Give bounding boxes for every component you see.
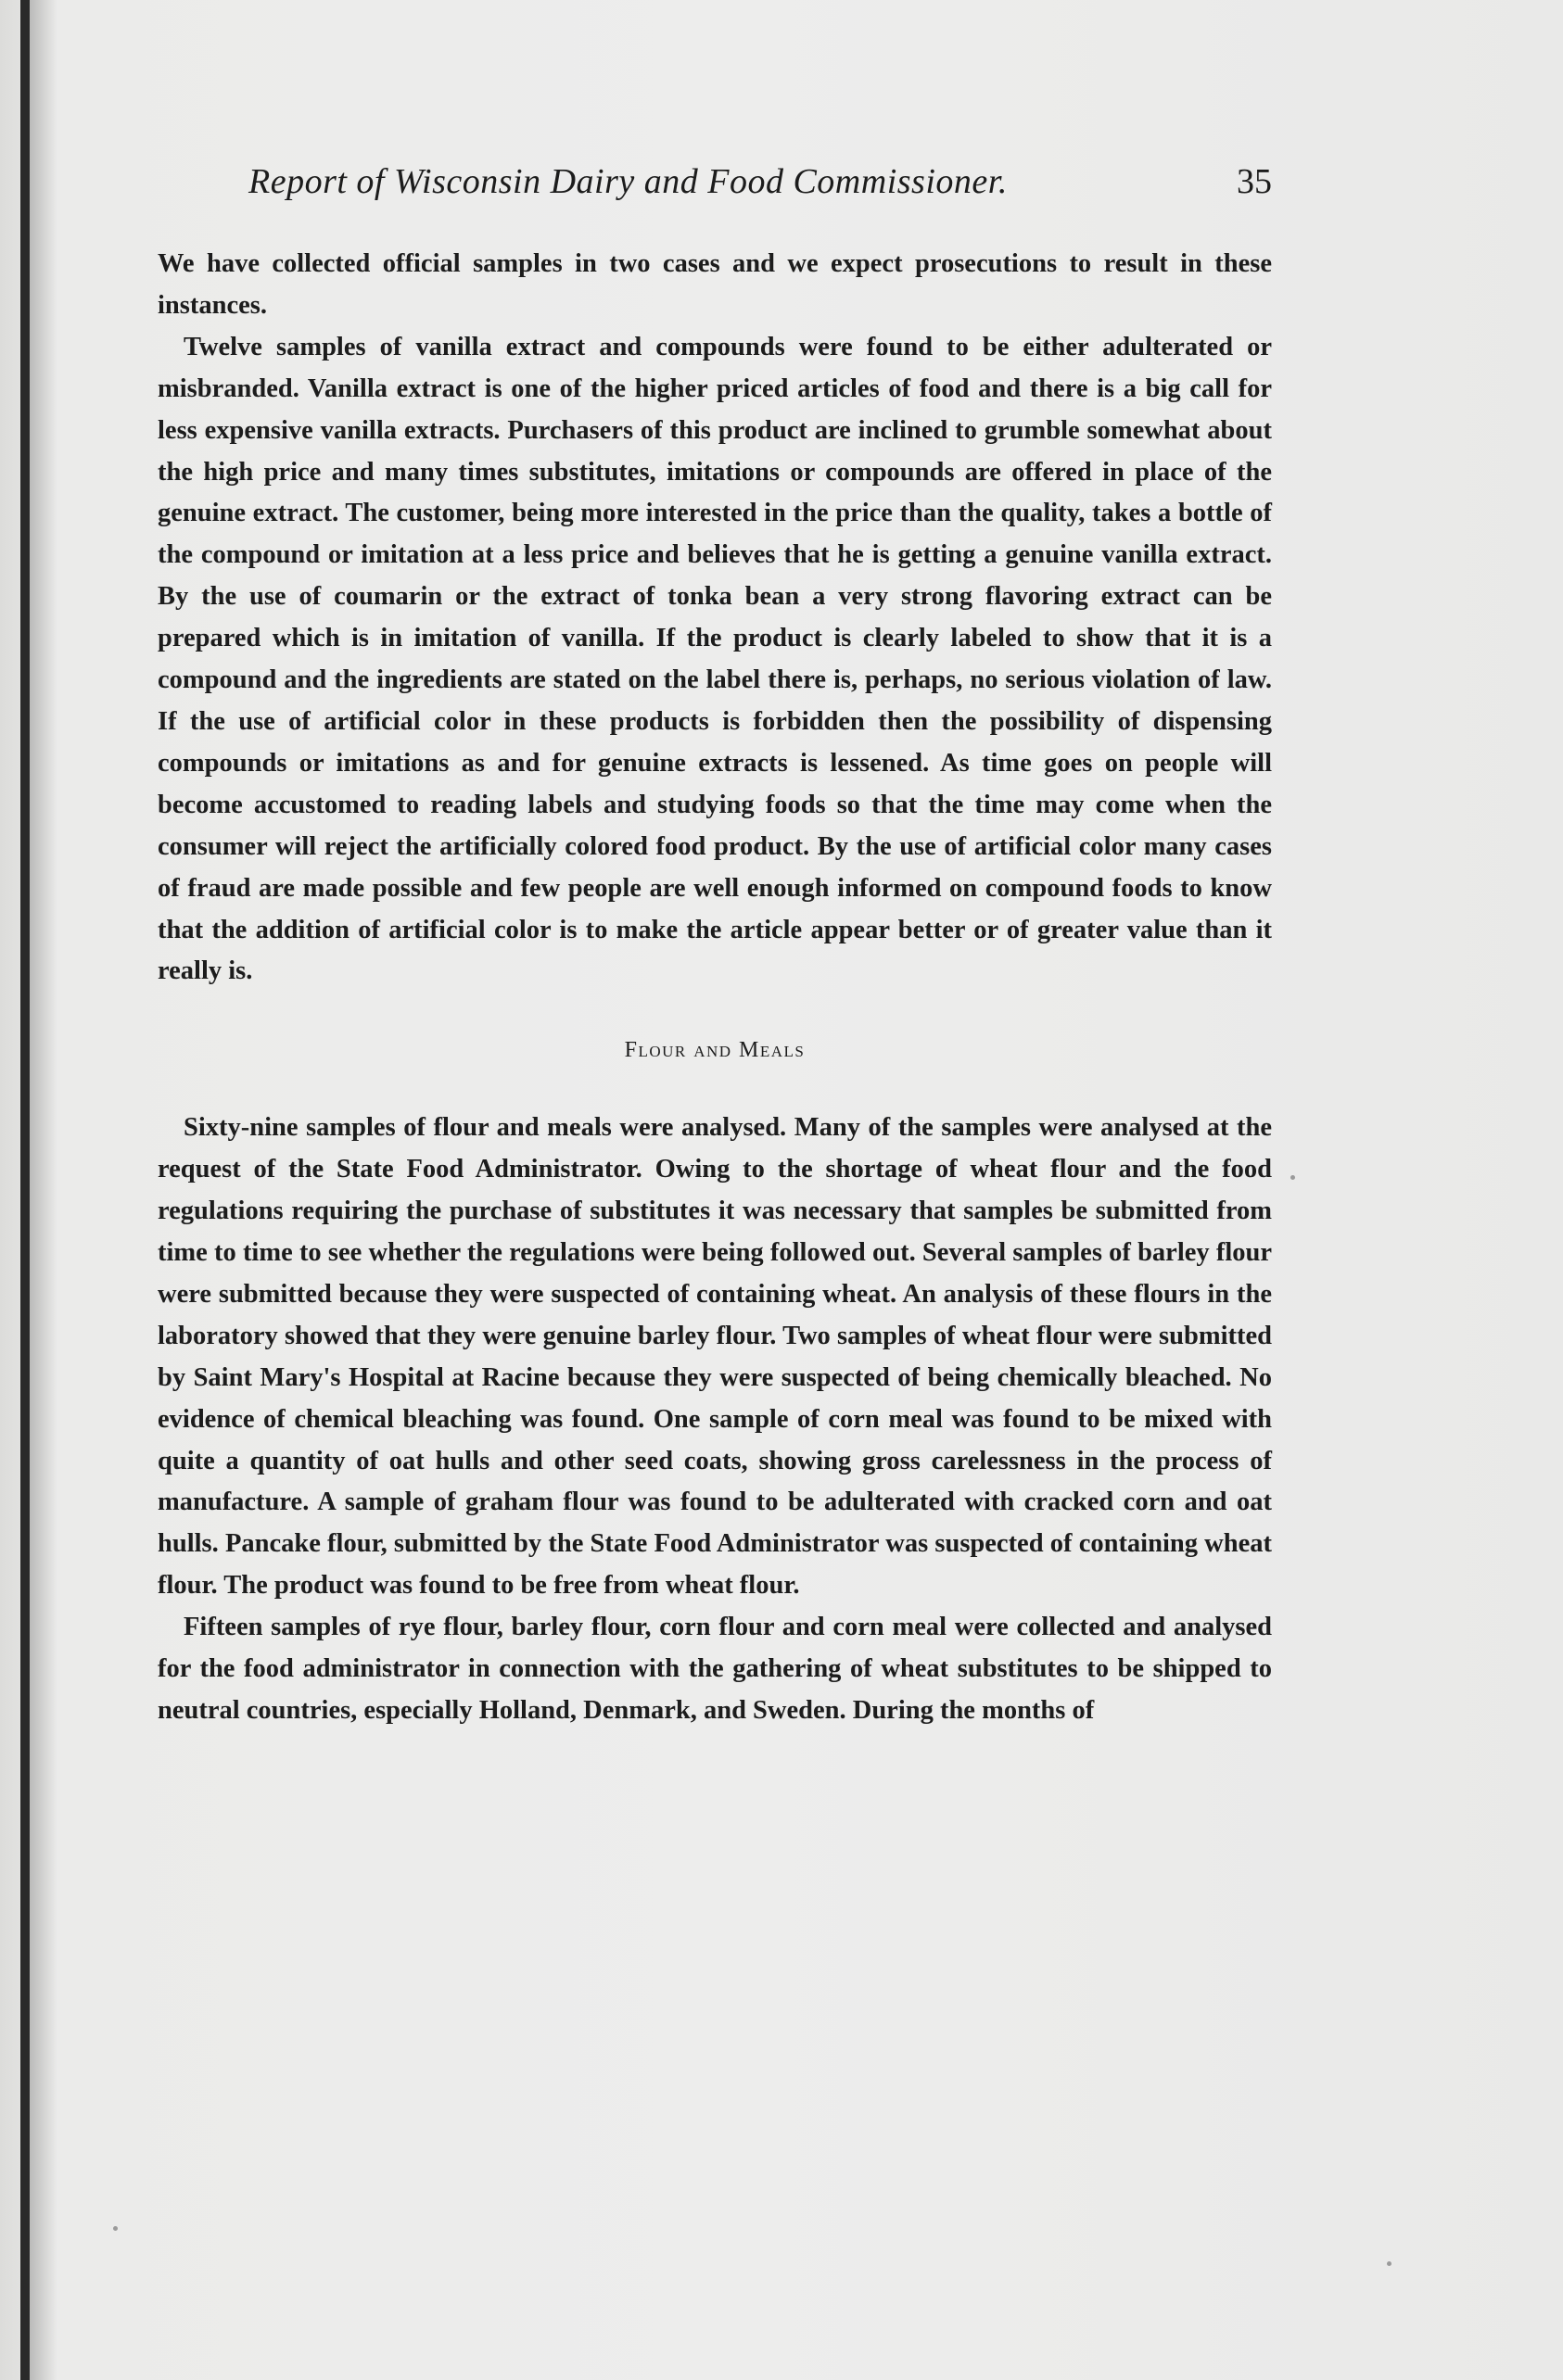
paragraph: We have collected official samples in two cases and we expect prosecutions to result in these instances. — [158, 249, 1272, 320]
paper-speck — [1290, 1175, 1295, 1180]
paper-speck — [1387, 2261, 1391, 2266]
paper-speck — [113, 2226, 118, 2231]
running-title: Report of Wisconsin Dairy and Food Commissioner. — [248, 162, 1008, 201]
binding-edge — [20, 0, 30, 2380]
binding-shadow — [30, 0, 57, 2380]
page-number: 35 — [1237, 162, 1272, 201]
paragraph: Twelve samples of vanilla extract and compounds were found to be either adulterated or misbranded. Vanilla extract is one of the higher priced articles of food and there is a big call for less expensive vanilla extracts. Purchasers of this product are inclined to grumble somewhat about the high price and many times substitutes, imitations or compounds are offered in place of the genuine extract. The customer, being more interested in the price than the quality, takes a bottle of the compound or imitation at a less price and believes that he is getting a genuine vanilla extract. By the use of coumarin or the extract of tonka bean a very strong flavoring extract can be prepared which is in imitation of vanilla. If the product is clearly labeled to show that it is a compound and the ingredients are stated on the label there is, perhaps, no serious violation of law. If the use of artificial color in these products is forbidden then the possibility of dispensing compounds or imitations as and for genuine extracts is lessened. As time goes on people will become accustomed to reading labels and studying foods so that the time may come when the consumer will reject the artificially colored food product. By the use of artificial color many cases of fraud are made possible and few people are well enough informed on compound foods to know that the addition of artificial color is to make the article appear better or of greater value than it really is. — [158, 332, 1272, 986]
body-text — [158, 244, 1272, 1732]
paragraph: Fifteen samples of rye flour, barley flour, corn flour and corn meal were collected and analysed for the food administrator in connection with the gathering of wheat substitutes to be shipped to neutral countries, especially Holland, Denmark, and Sweden. During the months of — [158, 1613, 1272, 1725]
section-heading: Flour and Meals — [624, 1038, 806, 1063]
paragraph: Sixty-nine samples of flour and meals were analysed. Many of the samples were analysed at the request of the State Food Administrator. Owing to the shortage of wheat flour and the food regulations requiring the purchase of substitutes it was necessary that samples be submitted from time to time to see whether the regulations were being followed out. Several samples of barley flour were submitted because they were suspected of containing wheat. An analysis of these flours in the laboratory showed that they were genuine barley flour. Two samples of wheat flour were submitted by Saint Mary's Hospital at Racine because they were suspected of being chemically bleached. No evidence of chemical bleaching was found. One sample of corn meal was found to be mixed with quite a quantity of oat hulls and other seed coats, showing gross carelessness in the process of manufacture. A sample of graham flour was found to be adulterated with cracked corn and oat hulls. Pancake flour, submitted by the State Food Administrator was suspected of containing wheat flour. The product was found to be free from wheat flour. — [158, 1113, 1272, 1601]
page-header — [248, 154, 1272, 209]
